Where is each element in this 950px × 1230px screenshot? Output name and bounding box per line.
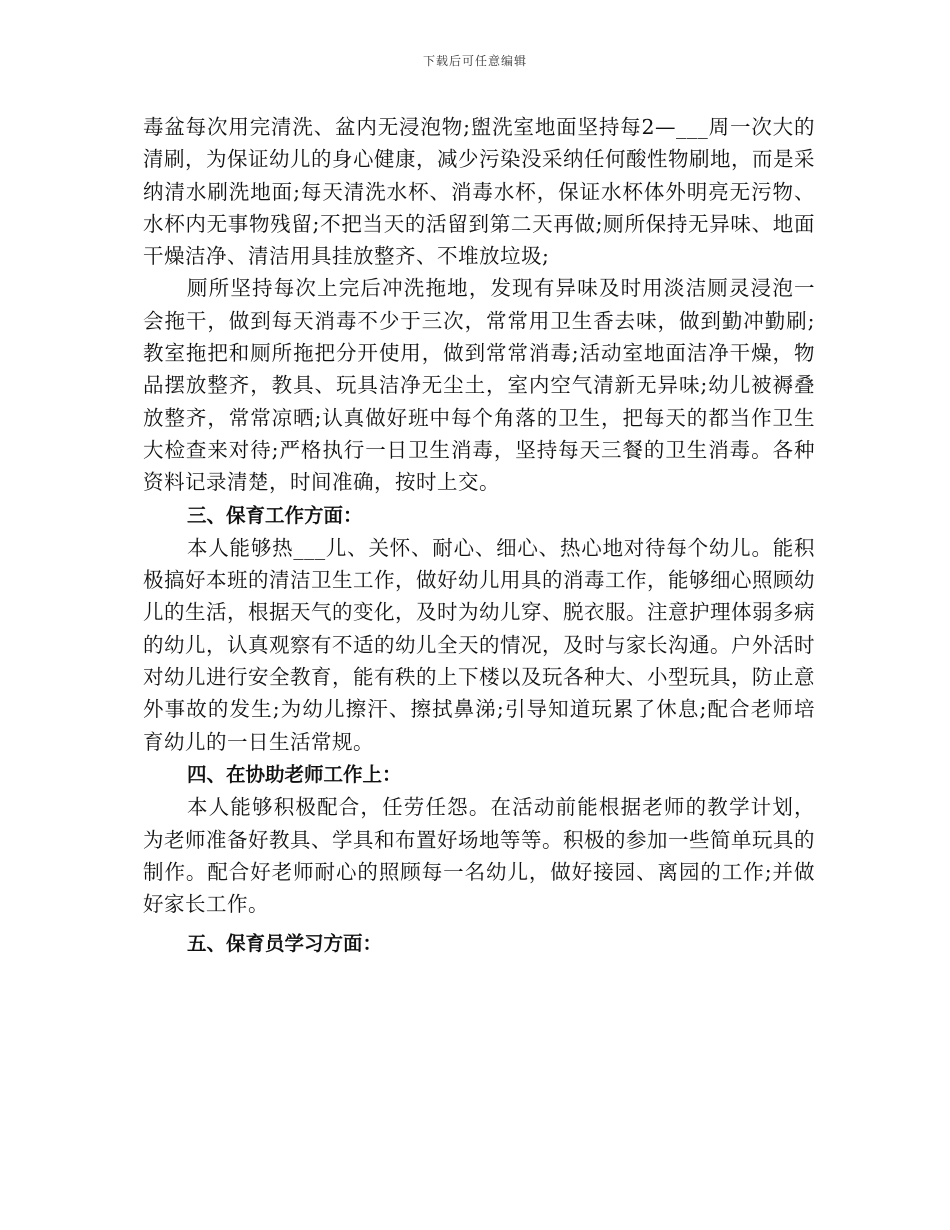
section-heading-childcare-work: 三、保育工作方面： bbox=[187, 503, 363, 527]
section-heading-assist-teacher: 四、在协助老师工作上： bbox=[187, 762, 402, 786]
document-body bbox=[143, 111, 815, 961]
paragraph-sanitation-continued: 毒盆每次用完清洗、盆内无浸泡物;盥洗室地面坚持每2—___周一次大的清刷，为保证幼儿的身心健康，减少污染没采纳任何酸性物刷地，而是采纳清水刷洗地面;每天清洗水杯、消毒水杯，保证水杯体外明亮无污物、水杯内无事物残留;不把当天的活留到第二天再做;厕所保持无异味、地面干燥洁净、清洁用具挂放整齐、不堆放垃圾; bbox=[143, 115, 815, 269]
paragraph-toilet-cleaning: 厕所坚持每次上完后冲洗拖地，发现有异味及时用淡洁厕灵浸泡一会拖干，做到每天消毒不少于三次，常常用卫生香去味，做到勤冲勤刷;教室拖把和厕所拖把分开使用，做到常常消毒;活动室地面洁净干燥，物品摆放整齐，教具、玩具洁净无尘土，室内空气清新无异味;幼儿被褥叠放整齐，常常凉晒;认真做好班中每个角落的卫生，把每天的都当作卫生大检查来对待;严格执行一日卫生消毒，坚持每天三餐的卫生消毒。各种资料记录清楚，时间准确，按时上交。 bbox=[143, 276, 815, 495]
paragraph-assist-teacher: 本人能够积极配合，任劳任怨。在活动前能根据老师的教学计划，为老师准备好教具、学具和布置好场地等等。积极的参加一些简单玩具的制作。配合好老师耐心的照顾每一名幼儿，做好接园、离园的工作;并做好家长工作。 bbox=[143, 795, 815, 917]
page-header: 下载后可任意编辑 bbox=[422, 54, 527, 68]
section-heading-study: 五、保育员学习方面： bbox=[187, 932, 383, 956]
paragraph-childcare-work: 本人能够热___儿、关怀、耐心、细心、热心地对待每个幼儿。能积极搞好本班的清洁卫生工作，做好幼儿用具的消毒工作，能够细心照顾幼儿的生活，根据天气的变化，及时为幼儿穿、脱衣服。注意护理体弱多病的幼儿，认真观察有不适的幼儿全天的情况，及时与家长沟通。户外活时对幼儿进行安全教育，能有秩的上下楼以及玩各种大、小型玩具，防止意外事故的发生;为幼儿擦汗、擦拭鼻涕;引导知道玩累了休息;配合老师培育幼儿的一日生活常规。 bbox=[143, 535, 815, 754]
